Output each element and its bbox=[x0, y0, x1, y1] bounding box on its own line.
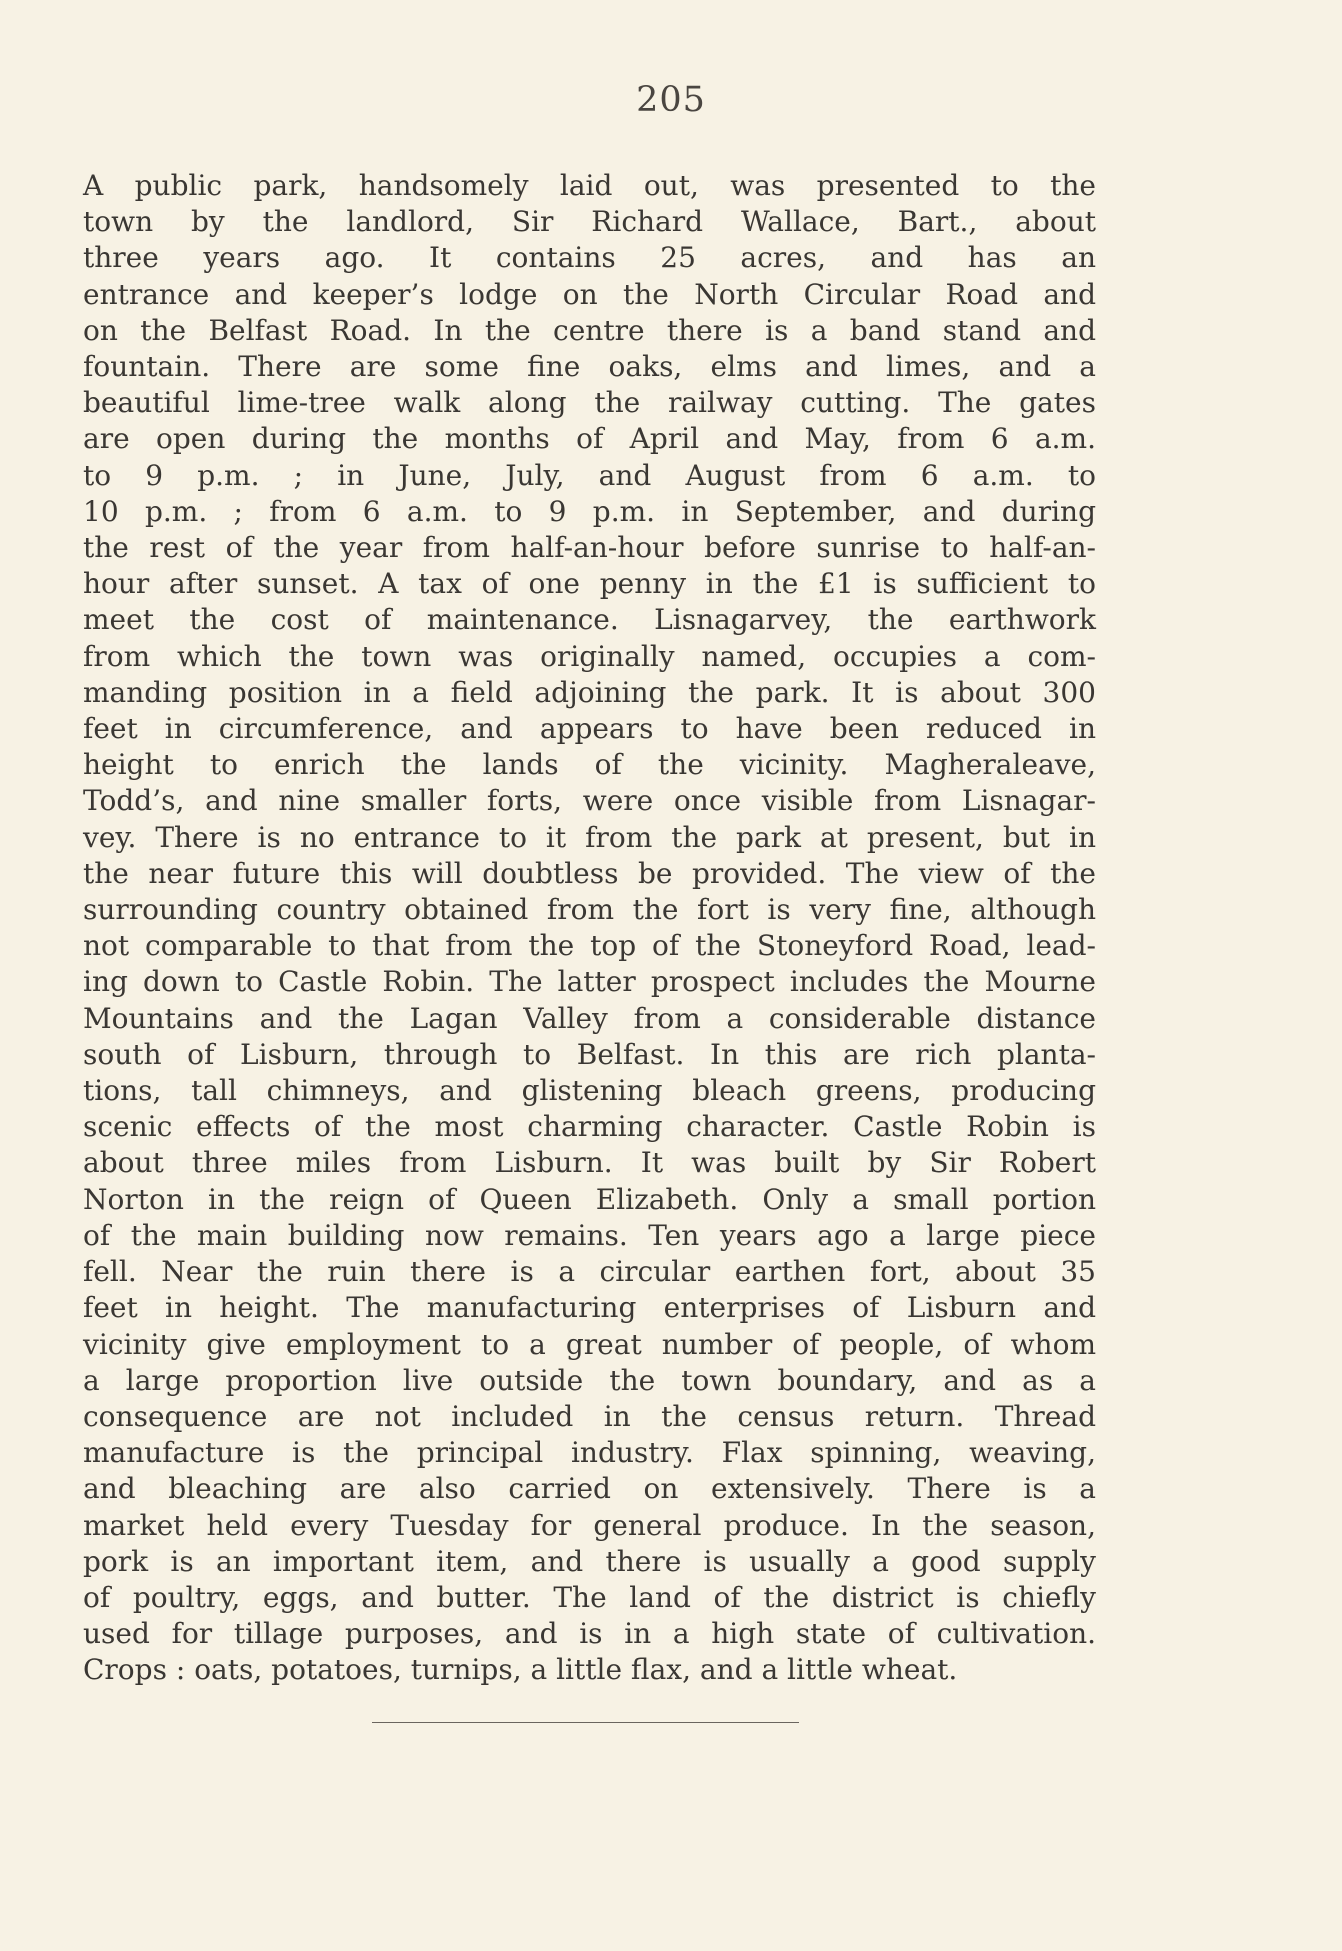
text-line: about three miles from Lisburn. It was built by Sir Robert bbox=[83, 1146, 1096, 1180]
text-line: town by the landlord, Sir Richard Wallace, Bart., about bbox=[83, 205, 1096, 239]
text-line: pork is an important item, and there is usually a good supply bbox=[83, 1544, 1096, 1578]
text-line: tions, tall chimneys, and glistening bleach greens, producing bbox=[83, 1074, 1096, 1108]
text-line: fountain. There are some fine oaks, elms and limes, and a bbox=[83, 350, 1096, 384]
text-line: are open during the months of April and May, from 6 a.m. bbox=[83, 422, 1096, 456]
text-line: Norton in the reign of Queen Elizabeth. Only a small portion bbox=[83, 1182, 1096, 1216]
text-line: Mountains and the Lagan Valley from a considerable distance bbox=[83, 1001, 1096, 1035]
text-line: manufacture is the principal industry. Flax spinning, weaving, bbox=[83, 1436, 1096, 1470]
text-line: height to enrich the lands of the vicinity. Magheraleave, bbox=[83, 748, 1096, 782]
text-line: entrance and keeper’s lodge on the North Circular Road and bbox=[83, 277, 1096, 311]
text-line: on the Belfast Road. In the centre there is a band stand and bbox=[83, 313, 1096, 347]
text-line: ing down to Castle Robin. The latter prospect includes the Mourne bbox=[83, 965, 1096, 999]
text-line: three years ago. It contains 25 acres, and has an bbox=[83, 241, 1096, 275]
text-line: Todd’s, and nine smaller forts, were once visible from Lisnagar- bbox=[83, 784, 1096, 818]
text-line: from which the town was originally named, occupies a com- bbox=[83, 639, 1096, 673]
text-line: A public park, handsomely laid out, was presented to the bbox=[83, 169, 1096, 202]
body-paragraph bbox=[83, 168, 1096, 1689]
text-line: a large proportion live outside the town boundary, and as a bbox=[83, 1363, 1096, 1397]
text-line: market held every Tuesday for general produce. In the season, bbox=[83, 1508, 1096, 1542]
text-line: vicinity give employment to a great number of people, of whom bbox=[83, 1327, 1096, 1361]
text-line: feet in height. The manufacturing enterprises of Lisburn and bbox=[83, 1291, 1096, 1325]
text-line: and bleaching are also carried on extensively. There is a bbox=[83, 1472, 1096, 1506]
text-line: 10 p.m. ; from 6 a.m. to 9 p.m. in September, and during bbox=[83, 494, 1096, 528]
text-line: Crops : oats, potatoes, turnips, a little flax, and a little wheat. bbox=[83, 1653, 958, 1687]
text-line: feet in circumference, and appears to have been reduced in bbox=[83, 712, 1096, 746]
text-line: fell. Near the ruin there is a circular earthen fort, about 35 bbox=[83, 1255, 1096, 1289]
text-line: consequence are not included in the census return. Thread bbox=[83, 1399, 1096, 1433]
text-line: south of Lisburn, through to Belfast. In this are rich planta- bbox=[83, 1037, 1096, 1071]
text-line: vey. There is no entrance to it from the park at present, but in bbox=[83, 820, 1096, 854]
text-line: beautiful lime-tree walk along the railway cutting. The gates bbox=[83, 386, 1096, 420]
text-line: manding position in a field adjoining the park. It is about 300 bbox=[83, 675, 1096, 709]
text-line: used for tillage purposes, and is in a high state of cultivation. bbox=[83, 1617, 1096, 1651]
text-line: the near future this will doubtless be provided. The view of the bbox=[83, 856, 1096, 890]
text-line: meet the cost of maintenance. Lisnagarvey, the earthwork bbox=[83, 603, 1096, 637]
text-line: hour after sunset. A tax of one penny in the £1 is sufficient to bbox=[83, 567, 1096, 601]
text-line: to 9 p.m. ; in June, July, and August from 6 a.m. to bbox=[83, 458, 1096, 492]
text-line: the rest of the year from half-an-hour before sunrise to half-an- bbox=[83, 531, 1096, 565]
text-line: scenic effects of the most charming character. Castle Robin is bbox=[83, 1110, 1096, 1144]
page-number: 205 bbox=[636, 80, 706, 120]
text-line: of poultry, eggs, and butter. The land of the district is chiefly bbox=[83, 1580, 1096, 1614]
text-line: not comparable to that from the top of the Stoneyford Road, lead- bbox=[83, 929, 1096, 963]
text-line: of the main building now remains. Ten years ago a large piece bbox=[83, 1218, 1096, 1252]
end-rule bbox=[372, 1722, 799, 1723]
text-line: surrounding country obtained from the fort is very fine, although bbox=[83, 893, 1096, 927]
